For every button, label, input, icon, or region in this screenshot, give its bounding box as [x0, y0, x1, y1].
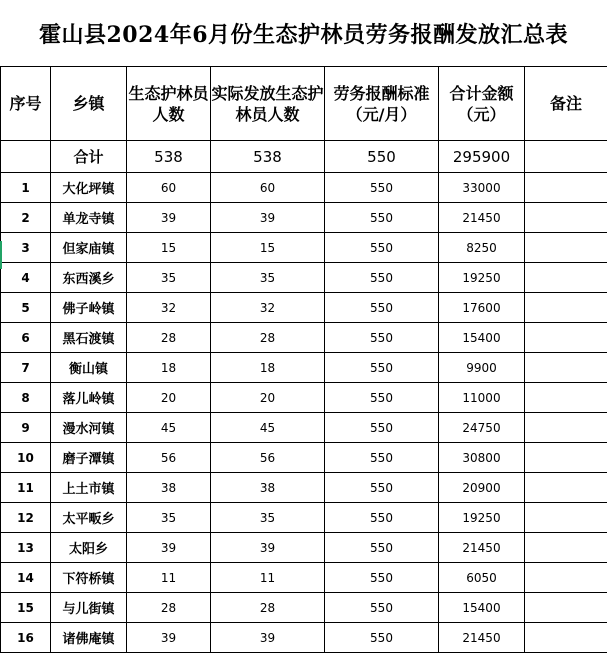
row-amount[interactable]: 11000 — [439, 383, 525, 413]
row-remark[interactable] — [525, 203, 607, 233]
total-amount[interactable]: 295900 — [439, 141, 525, 173]
row-actual[interactable]: 28 — [211, 323, 325, 353]
row-standard[interactable]: 550 — [325, 233, 439, 263]
row-amount[interactable]: 9900 — [439, 353, 525, 383]
row-amount[interactable]: 24750 — [439, 413, 525, 443]
total-index-cell[interactable] — [1, 141, 51, 173]
row-actual[interactable]: 39 — [211, 533, 325, 563]
row-index[interactable]: 10 — [1, 443, 51, 473]
header-row — [1, 67, 607, 141]
header-town[interactable]: 乡镇 — [51, 67, 127, 141]
row-remark[interactable] — [525, 443, 607, 473]
table-row — [1, 173, 607, 203]
row-remark[interactable] — [525, 533, 607, 563]
row-actual[interactable]: 15 — [211, 233, 325, 263]
row-actual[interactable]: 60 — [211, 173, 325, 203]
table-row — [1, 353, 607, 383]
row-planned[interactable]: 45 — [127, 413, 211, 443]
row-amount[interactable]: 20900 — [439, 473, 525, 503]
row-planned[interactable]: 39 — [127, 203, 211, 233]
row-actual[interactable]: 45 — [211, 413, 325, 443]
row-remark[interactable] — [525, 233, 607, 263]
row-standard[interactable]: 550 — [325, 293, 439, 323]
selected-cell-indicator — [0, 241, 2, 269]
table-row — [1, 263, 607, 293]
row-index[interactable]: 14 — [1, 563, 51, 593]
header-index[interactable]: 序号 — [1, 67, 51, 141]
row-remark[interactable] — [525, 353, 607, 383]
row-actual[interactable]: 28 — [211, 593, 325, 623]
row-remark[interactable] — [525, 623, 607, 653]
table-row — [1, 323, 607, 353]
row-remark[interactable] — [525, 263, 607, 293]
row-amount[interactable]: 15400 — [439, 323, 525, 353]
row-planned[interactable]: 56 — [127, 443, 211, 473]
row-town[interactable]: 落儿岭镇 — [51, 383, 127, 413]
sheet-title: 霍山县2024年6月份生态护林员劳务报酬发放汇总表 — [38, 21, 569, 48]
table-row — [1, 563, 607, 593]
row-actual[interactable]: 11 — [211, 563, 325, 593]
header-actual[interactable]: 实际发放生态护林员人数 — [211, 67, 325, 141]
table-row — [1, 533, 607, 563]
table-row — [1, 473, 607, 503]
row-index[interactable]: 8 — [1, 383, 51, 413]
table-row — [1, 623, 607, 653]
row-amount[interactable]: 30800 — [439, 443, 525, 473]
row-actual[interactable]: 56 — [211, 443, 325, 473]
row-standard[interactable]: 550 — [325, 353, 439, 383]
row-town[interactable]: 太阳乡 — [51, 533, 127, 563]
table-row — [1, 413, 607, 443]
row-actual[interactable]: 35 — [211, 503, 325, 533]
table-row — [1, 503, 607, 533]
total-actual[interactable]: 538 — [211, 141, 325, 173]
row-amount[interactable]: 33000 — [439, 173, 525, 203]
row-planned[interactable]: 11 — [127, 563, 211, 593]
row-remark[interactable] — [525, 593, 607, 623]
row-actual[interactable]: 20 — [211, 383, 325, 413]
row-town[interactable]: 下符桥镇 — [51, 563, 127, 593]
row-planned[interactable]: 38 — [127, 473, 211, 503]
row-planned[interactable]: 20 — [127, 383, 211, 413]
row-amount[interactable]: 21450 — [439, 203, 525, 233]
header-amount[interactable]: 合计金额（元） — [439, 67, 525, 141]
row-planned[interactable]: 60 — [127, 173, 211, 203]
row-actual[interactable]: 39 — [211, 623, 325, 653]
row-town[interactable]: 东西溪乡 — [51, 263, 127, 293]
row-index[interactable]: 4 — [1, 263, 51, 293]
row-amount[interactable]: 19250 — [439, 263, 525, 293]
row-amount[interactable]: 8250 — [439, 233, 525, 263]
row-remark[interactable] — [525, 473, 607, 503]
row-index[interactable]: 16 — [1, 623, 51, 653]
total-remark[interactable] — [525, 141, 607, 173]
row-index[interactable]: 3 — [1, 233, 51, 263]
row-standard[interactable]: 550 — [325, 593, 439, 623]
row-standard[interactable]: 550 — [325, 383, 439, 413]
header-planned[interactable]: 生态护林员人数 — [127, 67, 211, 141]
row-remark[interactable] — [525, 563, 607, 593]
row-standard[interactable]: 550 — [325, 323, 439, 353]
total-label[interactable]: 合计 — [51, 141, 127, 173]
row-amount[interactable]: 15400 — [439, 593, 525, 623]
table-row — [1, 233, 607, 263]
table-row — [1, 443, 607, 473]
row-actual[interactable]: 18 — [211, 353, 325, 383]
row-actual[interactable]: 35 — [211, 263, 325, 293]
row-planned[interactable]: 35 — [127, 263, 211, 293]
row-index[interactable]: 6 — [1, 323, 51, 353]
row-index[interactable]: 12 — [1, 503, 51, 533]
row-standard[interactable]: 550 — [325, 533, 439, 563]
row-remark[interactable] — [525, 413, 607, 443]
row-index[interactable]: 7 — [1, 353, 51, 383]
total-standard[interactable]: 550 — [325, 141, 439, 173]
row-town[interactable]: 佛子岭镇 — [51, 293, 127, 323]
row-amount[interactable]: 21450 — [439, 533, 525, 563]
row-standard[interactable]: 550 — [325, 443, 439, 473]
row-standard[interactable]: 550 — [325, 413, 439, 443]
table-row — [1, 203, 607, 233]
row-town[interactable]: 大化坪镇 — [51, 173, 127, 203]
summary-table — [0, 66, 607, 653]
row-standard[interactable]: 550 — [325, 503, 439, 533]
table-row — [1, 383, 607, 413]
row-index[interactable]: 11 — [1, 473, 51, 503]
total-row — [1, 141, 607, 173]
row-index[interactable]: 13 — [1, 533, 51, 563]
row-amount[interactable]: 21450 — [439, 623, 525, 653]
row-standard[interactable]: 550 — [325, 203, 439, 233]
row-amount[interactable]: 6050 — [439, 563, 525, 593]
row-planned[interactable]: 28 — [127, 323, 211, 353]
row-planned[interactable]: 18 — [127, 353, 211, 383]
row-index[interactable]: 15 — [1, 593, 51, 623]
row-actual[interactable]: 32 — [211, 293, 325, 323]
row-planned[interactable]: 39 — [127, 533, 211, 563]
row-index[interactable]: 5 — [1, 293, 51, 323]
row-remark[interactable] — [525, 293, 607, 323]
row-index[interactable]: 9 — [1, 413, 51, 443]
row-planned[interactable]: 39 — [127, 623, 211, 653]
row-town[interactable]: 与儿街镇 — [51, 593, 127, 623]
table-row — [1, 293, 607, 323]
row-planned[interactable]: 28 — [127, 593, 211, 623]
row-town[interactable]: 磨子潭镇 — [51, 443, 127, 473]
row-amount[interactable]: 19250 — [439, 503, 525, 533]
row-actual[interactable]: 38 — [211, 473, 325, 503]
header-remark[interactable]: 备注 — [525, 67, 607, 141]
row-town[interactable]: 黑石渡镇 — [51, 323, 127, 353]
row-remark[interactable] — [525, 173, 607, 203]
row-actual[interactable]: 39 — [211, 203, 325, 233]
row-standard[interactable]: 550 — [325, 173, 439, 203]
row-standard[interactable]: 550 — [325, 263, 439, 293]
row-amount[interactable]: 17600 — [439, 293, 525, 323]
row-town[interactable]: 太平畈乡 — [51, 503, 127, 533]
row-standard[interactable]: 550 — [325, 473, 439, 503]
row-planned[interactable]: 35 — [127, 503, 211, 533]
row-remark[interactable] — [525, 383, 607, 413]
row-town[interactable]: 漫水河镇 — [51, 413, 127, 443]
row-town[interactable]: 衡山镇 — [51, 353, 127, 383]
row-planned[interactable]: 32 — [127, 293, 211, 323]
row-planned[interactable]: 15 — [127, 233, 211, 263]
row-town[interactable]: 单龙寺镇 — [51, 203, 127, 233]
row-standard[interactable]: 550 — [325, 563, 439, 593]
row-standard[interactable]: 550 — [325, 623, 439, 653]
row-index[interactable]: 1 — [1, 173, 51, 203]
header-standard[interactable]: 劳务报酬标准（元/月） — [325, 67, 439, 141]
row-remark[interactable] — [525, 503, 607, 533]
row-remark[interactable] — [525, 323, 607, 353]
total-planned[interactable]: 538 — [127, 141, 211, 173]
row-town[interactable]: 诸佛庵镇 — [51, 623, 127, 653]
table-row — [1, 593, 607, 623]
row-town[interactable]: 上土市镇 — [51, 473, 127, 503]
row-index[interactable]: 2 — [1, 203, 51, 233]
row-town[interactable]: 但家庙镇 — [51, 233, 127, 263]
